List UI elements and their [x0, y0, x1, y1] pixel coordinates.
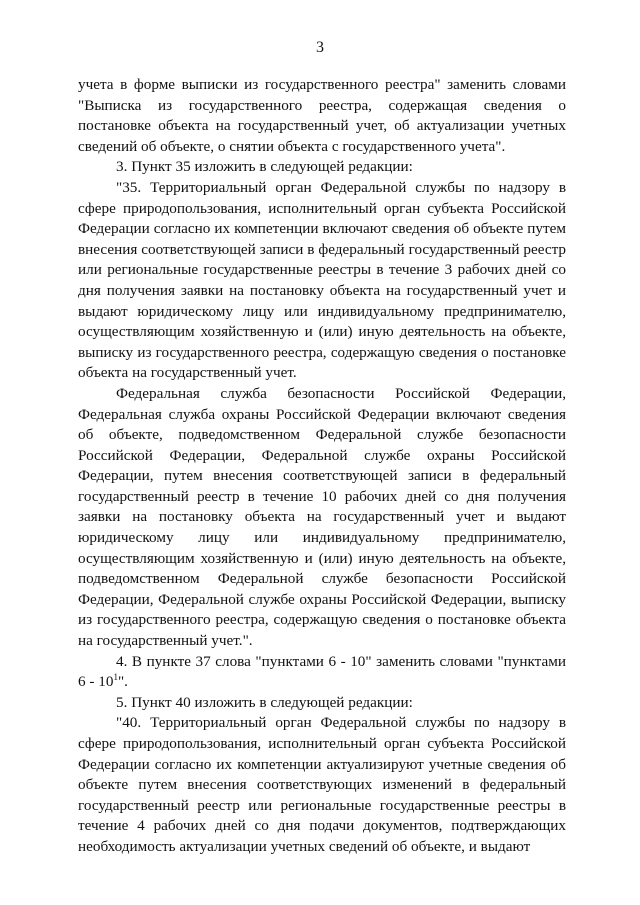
paragraph-clause-35: "35. Территориальный орган Федеральной службы по надзору в сфере природопользования, исполнительный орган субъекта Российской Федерации согласно их компетенции включают сведения об объекте путем внесения соответствующей записи в федеральный государственный реестр или региональные государственные реестры в течение 3 рабочих дней со дня получения заявки на постановку объекта на государственный учет и выдают юридическому лицу или индивидуальному предпринимателю, осуществляющим хозяйственную и (или) иную деятельность на объекте, выписку из государственного реестра, содержащую сведения о постановке объекта на государственный учет. [78, 178, 566, 382]
paragraph-item-4-tail: ". [117, 673, 128, 691]
paragraph-continuation: учета в форме выписки из государственного реестра" заменить словами "Выписка из государственного реестра, содержащая сведения о постановке объекта на государственный учет, об актуализации учетных сведений об объекте, о снятии объекта с государственного учета". [78, 76, 566, 155]
paragraph-item-5: 5. Пункт 40 изложить в следующей редакции: [116, 693, 413, 711]
paragraph-item-4-text: 4. В пункте 37 слова "пунктами 6 - 10" заменить словами "пунктами 6 - 10 [78, 652, 566, 691]
paragraph-item-4 [78, 652, 566, 693]
paragraph-item-3: 3. Пункт 35 изложить в следующей редакции: [116, 158, 413, 176]
paragraph-clause-40: "40. Территориальный орган Федеральной службы по надзору в сфере природопользования, исполнительный орган субъекта Российской Федерации согласно их компетенции актуализируют учетные сведения об объекте путем внесения соответствующих изменений в федеральный государственный реестр или региональные государственные реестры в течение 4 рабочих дней со дня подачи документов, подтверждающих необходимость актуализации учетных сведений об объекте, и выдают [78, 714, 566, 855]
superscript-marker: 1 [113, 672, 118, 683]
paragraph-clause-35-part-2: Федеральная служба безопасности Российской Федерации, Федеральная служба охраны Российской Федерации включают сведения об объекте, подведомственном Федеральной службе безопасности Российской Федерации, Федеральной службе охраны Российской Федерации, путем внесения соответствующей записи в федеральный государственный реестр в течение 10 рабочих дней со дня получения заявки на постановку объекта на государственный учет и выдают юридическому лицу или индивидуальному предпринимателю, осуществляющим хозяйственную и (или) иную деятельность на объекте, подведомственном Федеральной службе безопасности Российской Федерации, Федеральной службе охраны Российской Федерации, выписку из государственного реестра, содержащую сведения о постановке объекта на государственный учет.". [78, 384, 566, 650]
document-body [78, 75, 566, 858]
page-number: 3 [316, 39, 324, 56]
